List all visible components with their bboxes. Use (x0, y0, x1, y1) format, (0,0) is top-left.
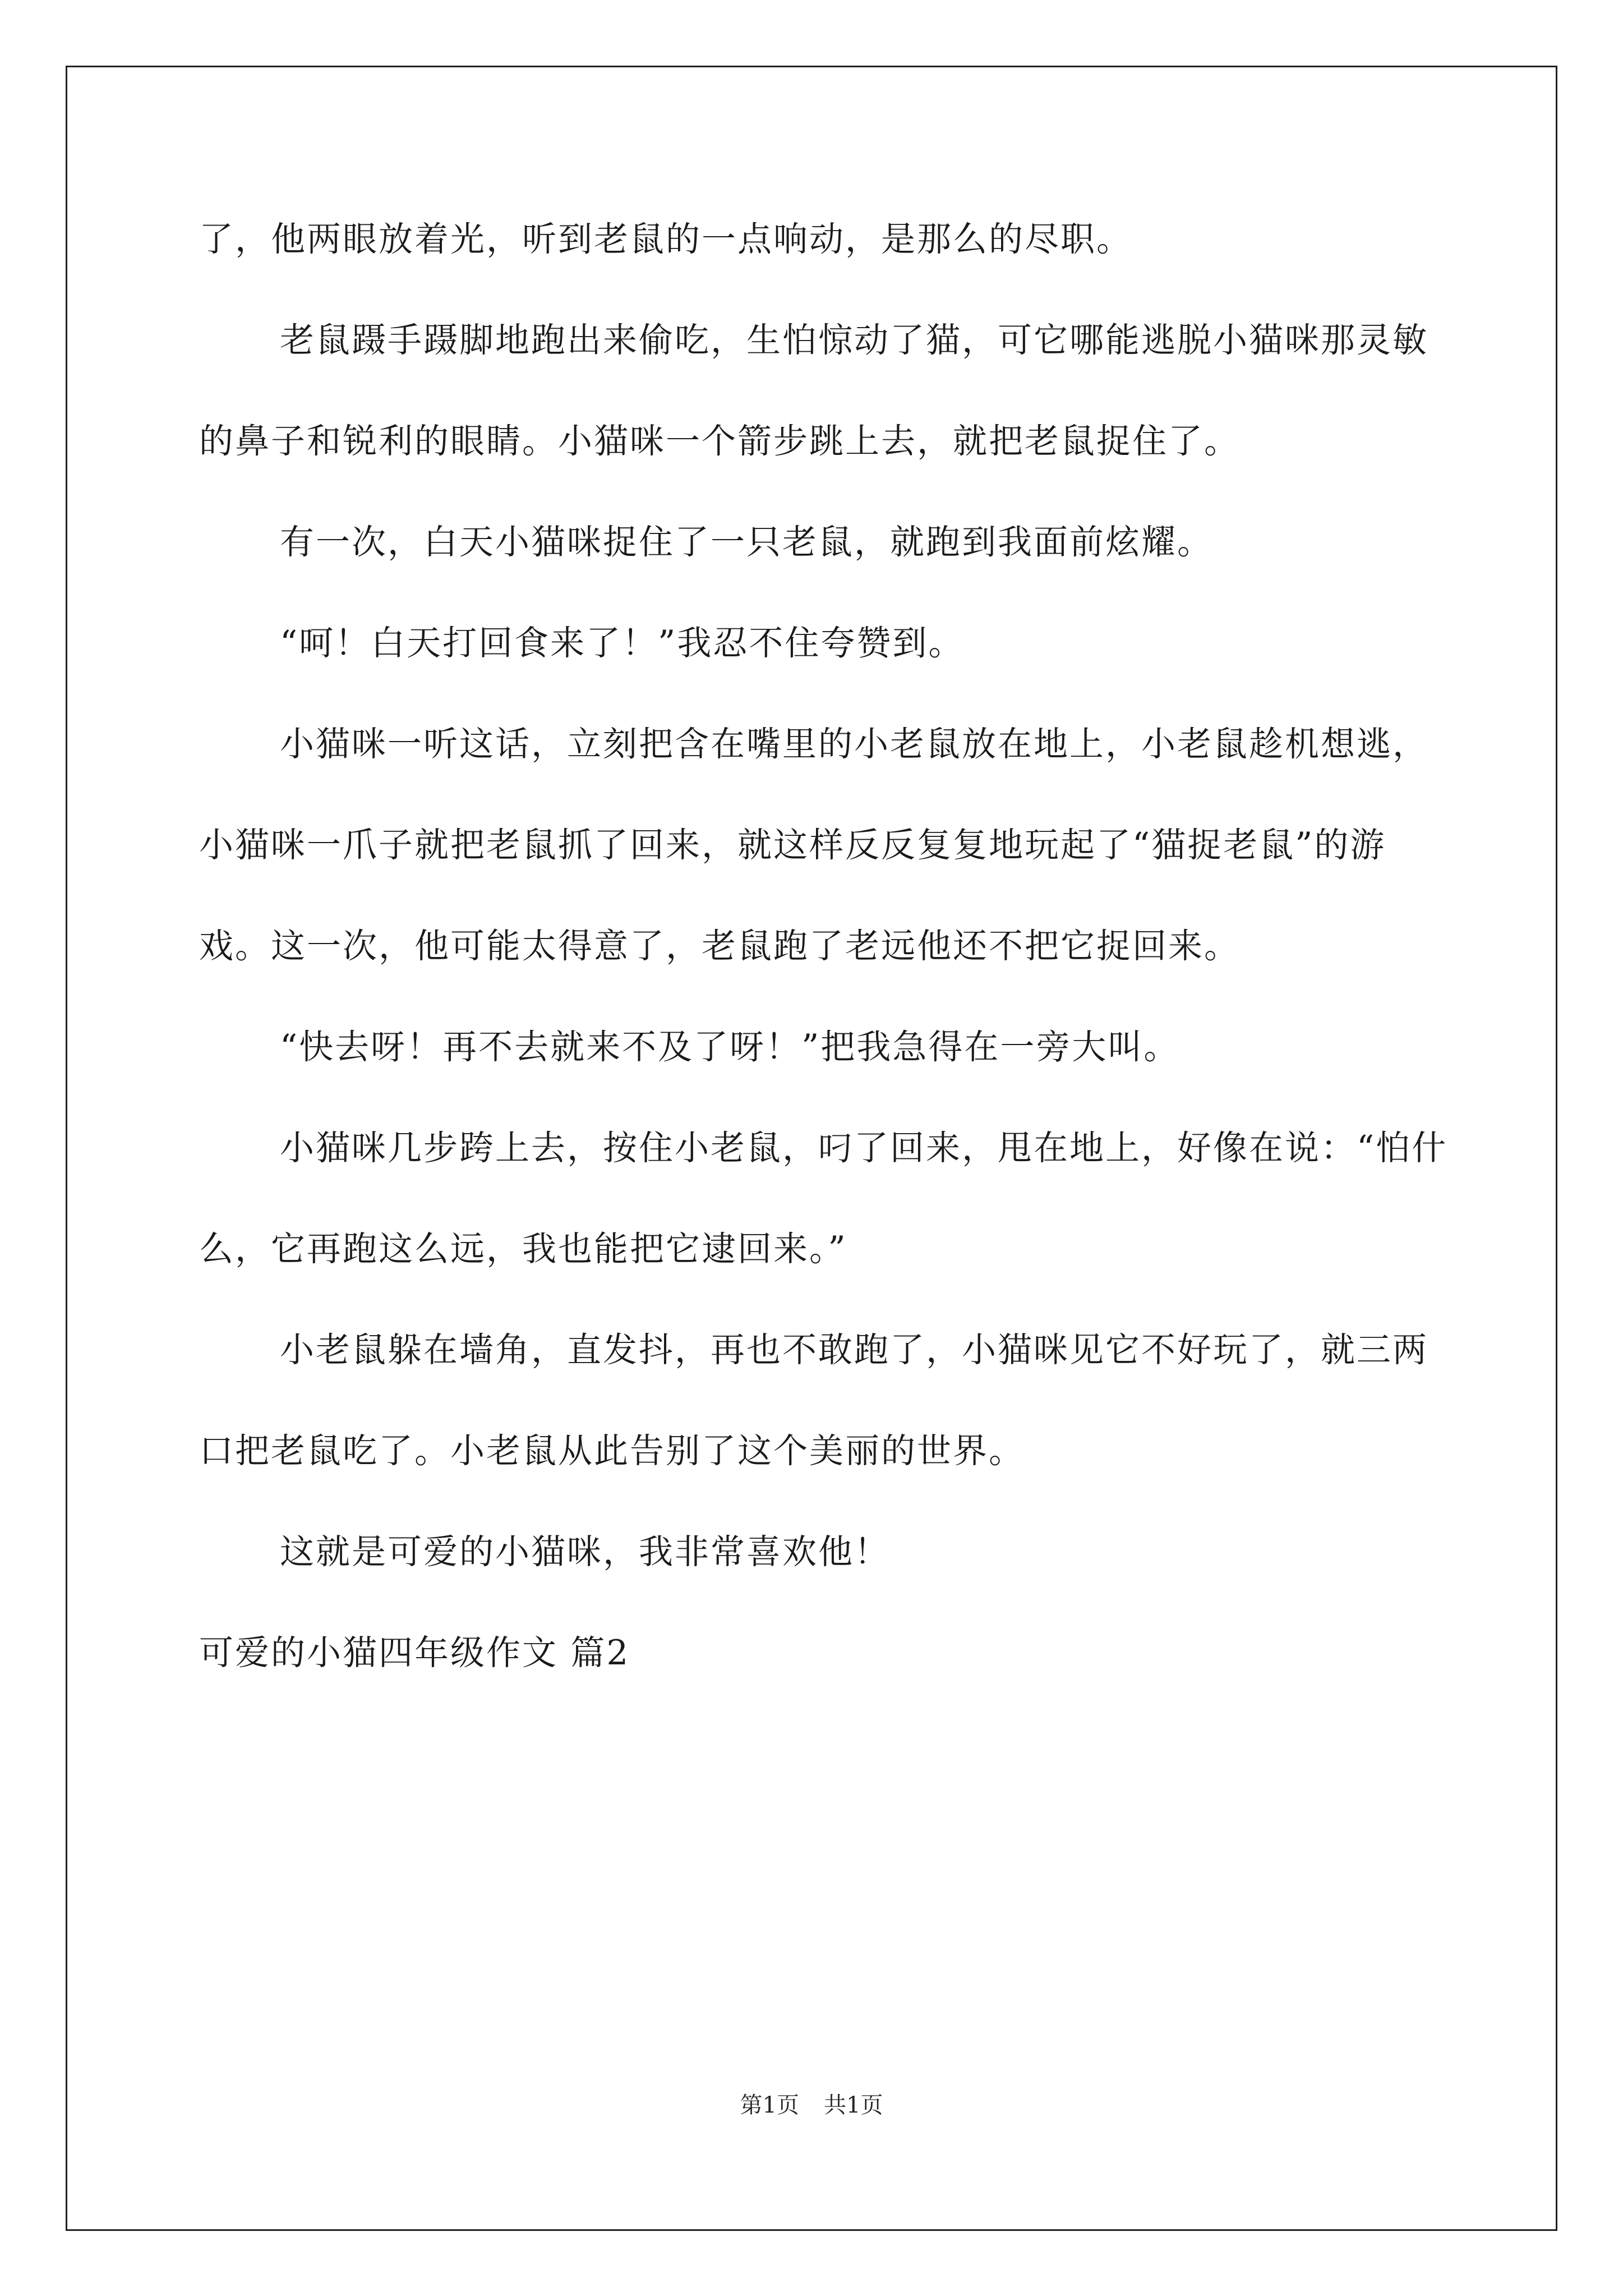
paragraph: 了，他两眼放着光，听到老鼠的一点响动，是那么的尽职。 (199, 219, 1133, 259)
document-body (199, 189, 1450, 1704)
paragraph: 小老鼠躲在墙角，直发抖，再也不敢跑了，小猫咪见它不好玩了，就三两口把老鼠吃了。小老鼠从此告别了这个美丽的世界。 (199, 1330, 1429, 1471)
paragraph: 小猫咪一听这话，立刻把含在嘴里的小老鼠放在地上，小老鼠趁机想逃，小猫咪一爪子就把老鼠抓了回来，就这样反反复复地玩起了“猫捉老鼠”的游戏。这一次，他可能太得意了，老鼠跑了老远他还不把它捉回来。 (199, 724, 1429, 966)
paragraph: “快去呀！再不去就来不及了呀！”把我急得在一旁大叫。 (280, 1027, 1180, 1067)
paragraph: 小猫咪几步跨上去，按住小老鼠，叼了回来，甩在地上，好像在说：“怕什么，它再跑这么远，我也能把它逮回来。” (199, 1128, 1448, 1269)
paragraph: 这就是可爱的小猫咪，我非常喜欢他！ (280, 1532, 891, 1572)
paragraph: 老鼠蹑手蹑脚地跑出来偷吃，生怕惊动了猫，可它哪能逃脱小猫咪那灵敏的鼻子和锐利的眼睛。小猫咪一个箭步跳上去，就把老鼠捉住了。 (199, 320, 1429, 461)
page-number: 第1页 (740, 2092, 799, 2118)
page-footer (0, 2090, 1623, 2121)
paragraph: “呵！白天打回食来了！”我忍不住夸赞到。 (280, 623, 965, 663)
section-heading: 可爱的小猫四年级作文 篇2 (199, 1633, 630, 1673)
paragraph: 有一次，白天小猫咪捉住了一只老鼠，就跑到我面前炫耀。 (280, 522, 1214, 562)
page-total: 共1页 (824, 2092, 883, 2118)
